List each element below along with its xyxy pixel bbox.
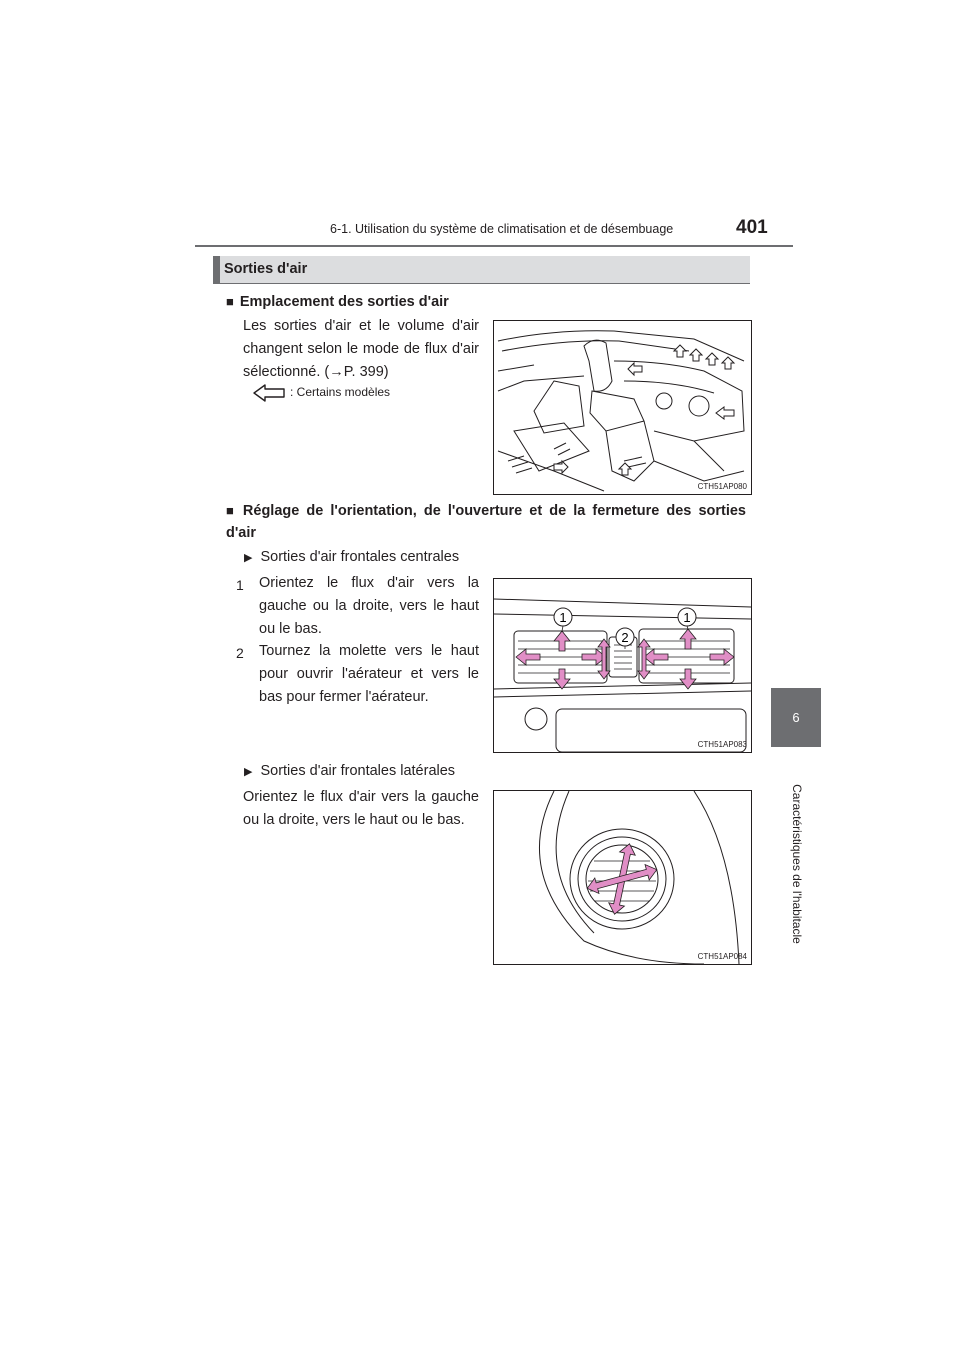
side-vent-illustration	[494, 791, 751, 964]
item1-number: 1	[236, 577, 244, 593]
section-bar-accent	[213, 256, 220, 283]
car-interior-illustration	[494, 321, 751, 494]
legend	[252, 380, 472, 406]
sub2-title-text: Sorties d'air frontales latérales	[260, 763, 456, 779]
triangle-bullet-icon: ▶	[244, 552, 253, 564]
section-title: Sorties d'air	[224, 261, 308, 277]
sub1-title-text: Sorties d'air frontales centrales	[260, 549, 460, 565]
item2-text: Tournez la molette vers le haut pour ouvrir l'aérateur et vers le bas pour fermer l'aérateur.	[259, 643, 479, 705]
triangle-bullet-icon: ▶	[244, 766, 253, 778]
square-bullet-icon: ■	[226, 294, 234, 309]
callout-1-left: 1	[559, 610, 567, 625]
header-rule	[195, 245, 793, 247]
block2-heading	[226, 500, 746, 544]
callout-2: 2	[621, 630, 629, 645]
legend-text: : Certains modèles	[290, 385, 391, 399]
block1-heading	[226, 291, 449, 313]
figure-code: CTH51AP083	[697, 740, 747, 749]
section-bar-rule	[213, 283, 750, 284]
sub2-title	[244, 760, 455, 784]
sub1-title	[244, 546, 459, 570]
block1-text: Les sorties d'air et le volume d'air changent selon le mode de flux d'air sélectionné. (→P. 399)	[243, 318, 479, 380]
callout-1-right: 1	[683, 610, 691, 625]
chapter-number: 6	[792, 710, 800, 725]
center-vents-illustration	[494, 579, 751, 752]
figure-code: CTH51AP080	[697, 482, 747, 491]
chapter-label: Caractéristiques de l'habitacle	[790, 784, 804, 944]
figure-center-vents	[493, 578, 752, 753]
item1-text: Orientez le flux d'air vers la gauche ou la droite, vers le haut ou le bas.	[259, 575, 479, 637]
running-header: 6-1. Utilisation du système de climatisation et de désembuage	[330, 222, 674, 236]
block1-heading-text: Emplacement des sorties d'air	[239, 294, 449, 310]
left-arrow-icon	[252, 382, 286, 404]
figure-side-vent	[493, 790, 752, 965]
sub2-text: Orientez le flux d'air vers la gauche ou la droite, vers le haut ou le bas.	[243, 789, 479, 828]
figure-car-interior	[493, 320, 752, 495]
figure-code: CTH51AP084	[697, 952, 747, 961]
item2-number: 2	[236, 645, 244, 661]
page-number: 401	[736, 217, 768, 238]
square-bullet-icon: ■	[226, 503, 237, 518]
block2-heading-text: Réglage de l'orientation, de l'ouverture et de la fermeture des sorties d'air	[226, 503, 746, 541]
